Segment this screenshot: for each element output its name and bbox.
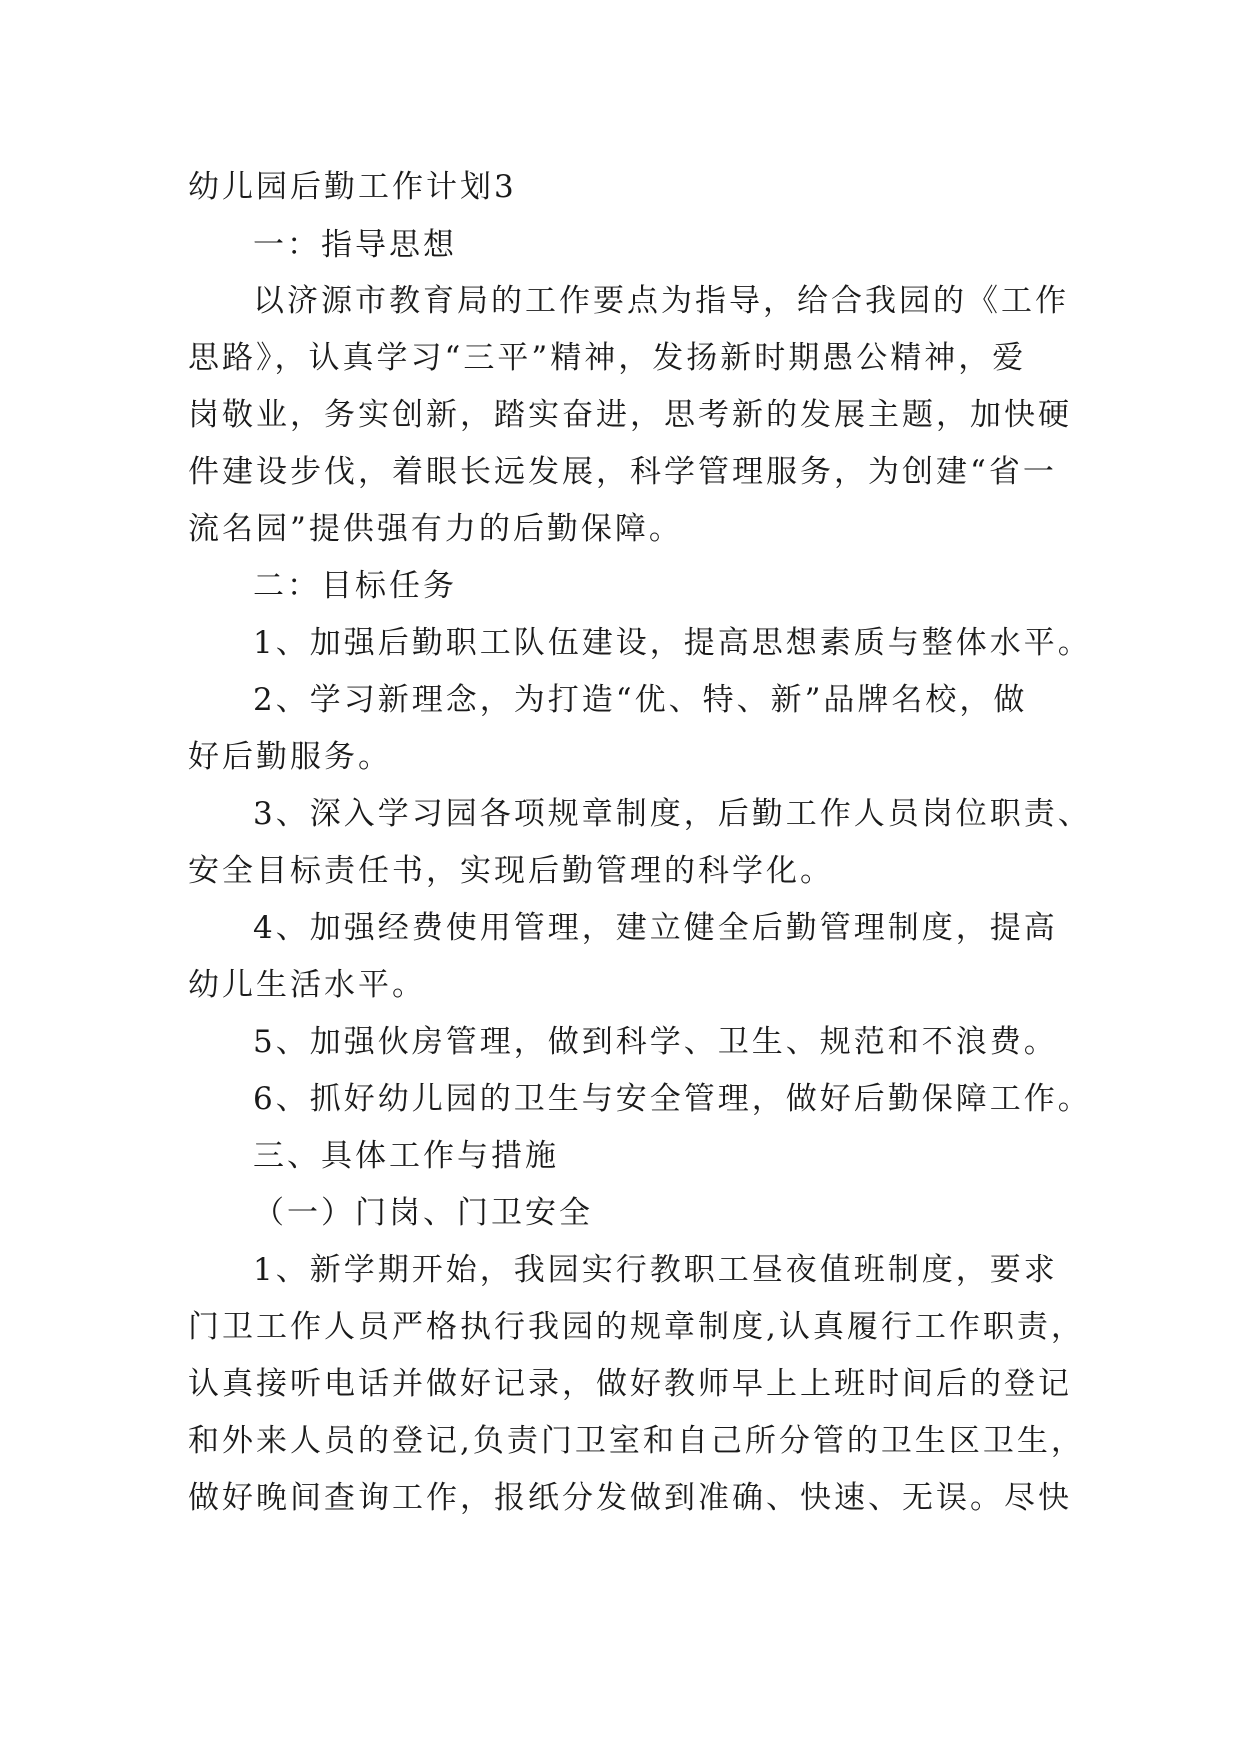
paragraph-line: 以济源市教育局的工作要点为指导，给合我园的《工作 xyxy=(253,283,1069,319)
paragraph-line: 门卫工作人员严格执行我园的规章制度,认真履行工作职责， xyxy=(188,1309,1085,1345)
list-item-continuation: 好后勤服务。 xyxy=(188,739,392,775)
paragraph-line: 和外来人员的登记,负责门卫室和自己所分管的卫生区卫生， xyxy=(188,1423,1085,1459)
paragraph-line: 1、新学期开始，我园实行教职工昼夜值班制度，要求 xyxy=(253,1252,1058,1288)
paragraph-line: 认真接听电话并做好记录，做好教师早上上班时间后的登记 xyxy=(188,1366,1072,1402)
heading-guiding-thought: 一：指导思想 xyxy=(253,227,457,263)
heading-measures: 三、具体工作与措施 xyxy=(253,1138,559,1174)
list-item-continuation: 安全目标责任书，实现后勤管理的科学化。 xyxy=(188,853,834,889)
list-item: 2、学习新理念，为打造“优、特、新”品牌名校，做 xyxy=(253,682,1028,718)
list-item: 3、深入学习园各项规章制度，后勤工作人员岗位职责、 xyxy=(253,796,1092,832)
paragraph-line: 思路》，认真学习“三平”精神，发扬新时期愚公精神，爱 xyxy=(188,340,1027,376)
list-item: 5、加强伙房管理，做到科学、卫生、规范和不浪费。 xyxy=(253,1024,1058,1060)
paragraph-line: 流名园”提供强有力的后勤保障。 xyxy=(188,511,683,547)
list-item-continuation: 幼儿生活水平。 xyxy=(188,967,426,1003)
heading-goals: 二：目标任务 xyxy=(253,568,457,604)
subheading-gate-security: （一）门岗、门卫安全 xyxy=(253,1195,593,1231)
list-item: 1、加强后勤职工队伍建设，提高思想素质与整体水平。 xyxy=(253,625,1092,661)
paragraph-line: 件建设步伐，着眼长远发展，科学管理服务，为创建“省一 xyxy=(188,454,1057,490)
paragraph-line: 做好晚间查询工作，报纸分发做到准确、快速、无误。尽快 xyxy=(188,1480,1072,1516)
document-title: 幼儿园后勤工作计划3 xyxy=(188,169,517,205)
list-item: 4、加强经费使用管理，建立健全后勤管理制度，提高 xyxy=(253,910,1058,946)
list-item: 6、抓好幼儿园的卫生与安全管理，做好后勤保障工作。 xyxy=(253,1081,1092,1117)
paragraph-line: 岗敬业，务实创新，踏实奋进，思考新的发展主题，加快硬 xyxy=(188,397,1072,433)
